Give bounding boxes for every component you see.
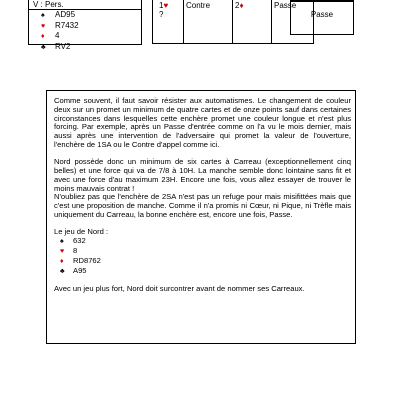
club-icon: ♣ [41, 43, 46, 51]
hand-header: V : Pers. [29, 0, 141, 10]
bid-cell-3 [233, 0, 272, 44]
north-hand-clubs [54, 267, 351, 277]
article-conclusion: Avec un jeu plus fort, Nord doit surcontrer avant de nommer ses Carreaux. [54, 283, 305, 293]
hand-cards: RV2 [55, 41, 71, 51]
diamond-icon: ♦ [41, 33, 45, 40]
hand-row-diamonds [29, 31, 141, 42]
north-hand-spades [54, 237, 351, 247]
diamond-icon: ♦ [60, 257, 64, 265]
divider [291, 0, 353, 2]
bid-pass-label: Passe [310, 10, 334, 19]
article-box [46, 90, 356, 344]
spade-icon: ♠ [60, 238, 64, 246]
bid-question: ? [159, 10, 164, 19]
club-icon: ♣ [60, 267, 65, 275]
article-paragraph-3: N'oubliez pas que l'enchère de 2SA n'est pas un refuge pour mais misifittées mais que c'est une proposition de manche. Comme il n'a promis ni Cœur, ni Pique, ni Trèfle mais uniquement du Carreau, la bonne enchère est, encore une fois, Passe. [54, 192, 351, 220]
spade-icon: ♠ [41, 12, 45, 19]
hand-cards: 4 [55, 31, 60, 40]
article-paragraph-2: Nord possède donc un minimum de six cartes à Carreau (exceptionnellement cinq belles) et une force qui va de 7/8 à 10H. La manche semble donc lointaine sans fit et avec une force d'au maximum 23H. Encore une fois, vous allez essayer de trouver le moins mauvais contrat ! [54, 157, 351, 193]
bid-cell-1 [153, 0, 184, 44]
bid-cell-4: Passe [272, 0, 314, 44]
hand-row-spades [29, 10, 141, 21]
north-hand-title: Le jeu de Nord : [54, 227, 109, 237]
hand-cards: A95 [73, 265, 87, 275]
hand-cards: R7432 [55, 20, 79, 30]
bid-1h: 1♥ [159, 1, 169, 10]
hand-row-hearts [29, 21, 141, 32]
hand-cards: 632 [73, 236, 86, 246]
hand-row-clubs [29, 42, 141, 53]
north-hand [54, 237, 351, 276]
heart-icon: ♥ [41, 22, 46, 30]
article-paragraph-1: Comme souvent, il faut savoir résister aux automatismes. Le changement de couleur deux sur un promet un minimum de quatre cartes et de onze points sauf dans certaines circonstances dans lesquelles cette enchère promet une couleur longue et n'est plus forcing. Par exemple, après un Passe d'entrée comme on l'a vu le mois dernier, mais aussi après une intervention de l'adversaire qui promet la valeur de l'ouverture, l'enchère de 1SA ou le Contre d'appel comme ici. [54, 96, 351, 149]
bidding-right-box [290, 0, 354, 35]
hand-cards: RD8762 [73, 255, 101, 265]
bid-2d: 2♦ [235, 1, 244, 10]
west-hand-box [28, 0, 142, 51]
north-hand-diamonds [54, 257, 351, 267]
hand-cards: 8 [73, 245, 78, 255]
hand-cards: AD95 [55, 10, 76, 19]
heart-icon: ♥ [60, 247, 65, 255]
bid-cell-2: Contre [184, 0, 233, 44]
